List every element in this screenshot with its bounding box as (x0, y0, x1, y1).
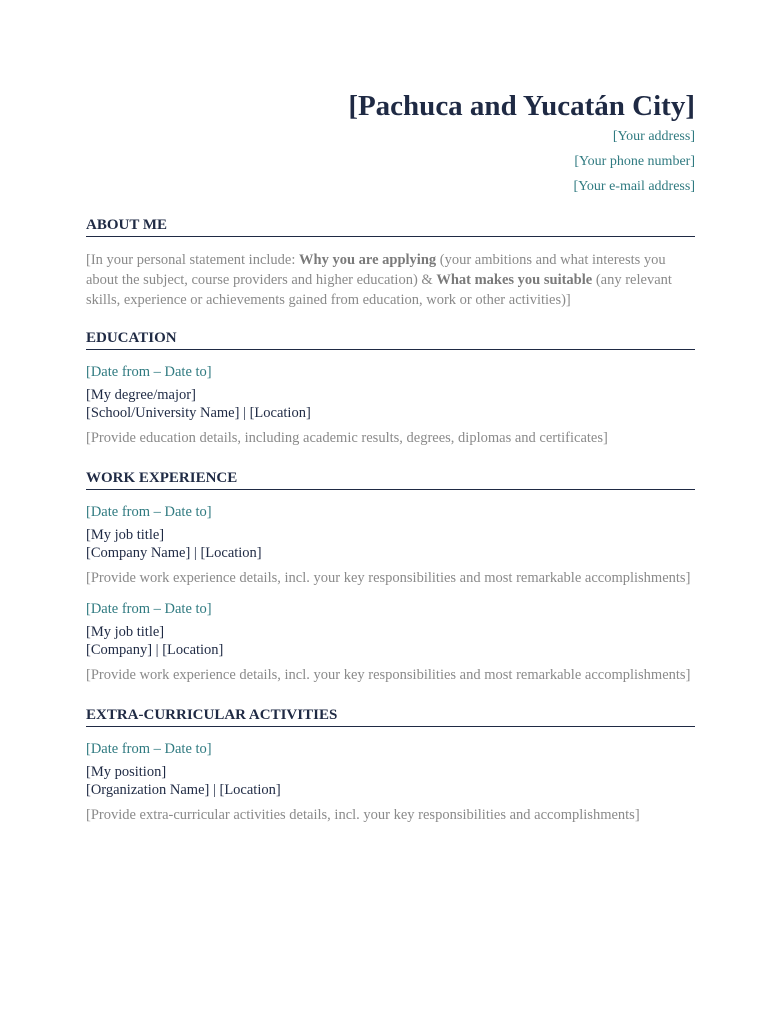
entry-degree: [My degree/major] (86, 387, 196, 403)
work-entry (86, 503, 695, 590)
entry-date: [Date from – Date to] (86, 364, 212, 380)
resume-page (86, 88, 695, 837)
entry-company: [Company Name] | [Location] (86, 545, 262, 561)
entry-company: [Company] | [Location] (86, 642, 224, 658)
entry-organization: [Organization Name] | [Location] (86, 782, 281, 798)
about-statement (86, 250, 695, 310)
contact-phone: [Your phone number] (574, 154, 695, 169)
about-text-3: (any relevant skills, experience or achievements gained from education, work or other activities)] (86, 272, 672, 308)
work-title: WORK EXPERIENCE (86, 468, 695, 490)
education-title: EDUCATION (86, 328, 695, 350)
contact-address: [Your address] (612, 129, 695, 144)
entry-detail: [Provide extra-curricular activities details, incl. your key responsibilities and accomplishments] (86, 807, 640, 823)
about-section (86, 215, 695, 310)
about-text-1: [In your personal statement include: (86, 252, 300, 268)
about-bold-1: Why you are applying (299, 252, 437, 268)
resume-header (86, 88, 695, 199)
entry-position: [My position] (86, 764, 167, 780)
entry-date: [Date from – Date to] (86, 601, 212, 617)
activities-title: EXTRA-CURRICULAR ACTIVITIES (86, 705, 695, 727)
education-entry (86, 363, 695, 450)
about-text-2: (your ambitions and what interests you about the subject, course providers and higher education) & (86, 252, 666, 288)
work-section (86, 468, 695, 687)
work-entry (86, 600, 695, 687)
candidate-name: [Pachuca and Yucatán City] (348, 90, 695, 122)
contact-email: [Your e-mail address] (573, 179, 695, 194)
activities-section (86, 705, 695, 827)
entry-job-title: [My job title] (86, 527, 165, 543)
about-bold-2: What makes you suitable (436, 272, 593, 288)
entry-job-title: [My job title] (86, 624, 165, 640)
education-section (86, 328, 695, 450)
entry-detail: [Provide education details, including academic results, degrees, diplomas and certificates] (86, 430, 608, 446)
activity-entry (86, 740, 695, 827)
entry-detail: [Provide work experience details, incl. your key responsibilities and most remarkable accomplishments] (86, 570, 691, 586)
entry-detail: [Provide work experience details, incl. your key responsibilities and most remarkable accomplishments] (86, 667, 691, 683)
about-title: ABOUT ME (86, 215, 695, 237)
entry-date: [Date from – Date to] (86, 741, 212, 757)
entry-date: [Date from – Date to] (86, 504, 212, 520)
entry-school: [School/University Name] | [Location] (86, 405, 311, 421)
